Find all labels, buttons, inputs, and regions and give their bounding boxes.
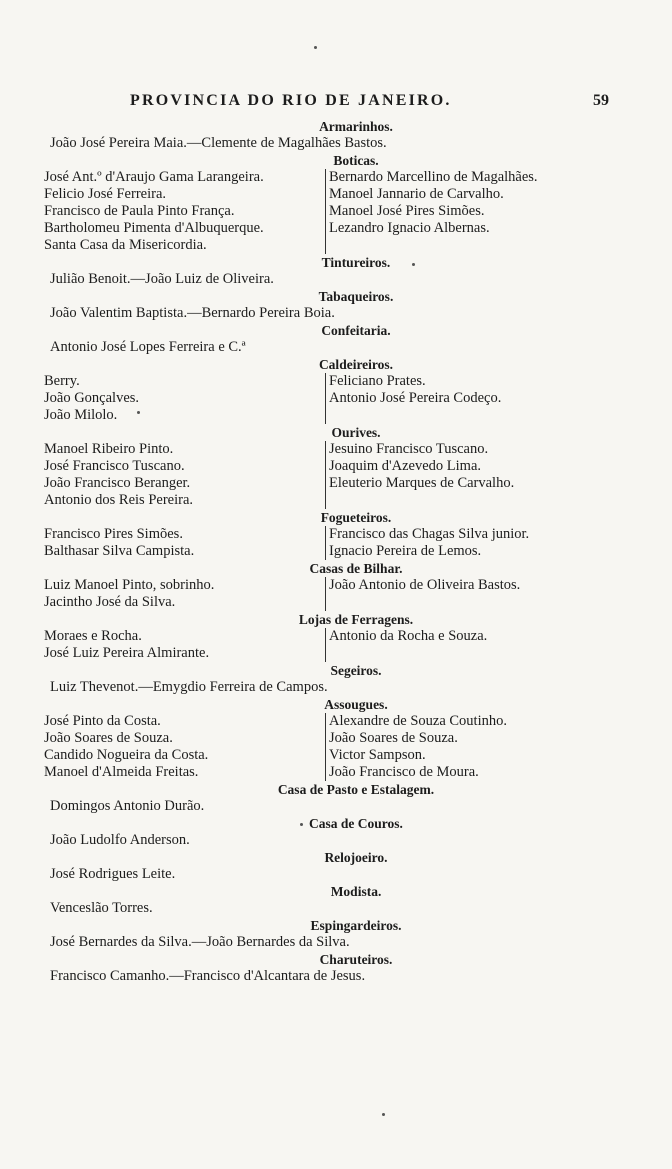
trade-section	[0, 356, 672, 424]
section-heading: Assougues.	[324, 697, 388, 712]
section-heading: Lojas de Ferragens.	[298, 612, 414, 627]
entry-name: João Francisco Beranger.	[44, 475, 191, 491]
right-column	[325, 577, 520, 611]
section-heading: Caldeireiros.	[318, 357, 394, 372]
entry-name: Manoel Jannario de Carvalho.	[329, 186, 504, 202]
entry-name: José Ant.º d'Araujo Gama Larangeira.	[44, 169, 264, 185]
trade-section	[0, 951, 672, 985]
section-heading: Charuteiros.	[319, 952, 393, 967]
entry-name: João Soares de Souza.	[329, 730, 458, 746]
entry-line: João José Pereira Maia.—Clemente de Magalhães Bastos.	[50, 135, 387, 151]
entry-name: Jacintho José da Silva.	[44, 594, 176, 610]
entry-name: Francisco das Chagas Silva junior.	[329, 526, 530, 542]
entry-name: Francisco Pires Simões.	[44, 526, 183, 542]
section-heading: Confeitaria.	[321, 323, 391, 338]
entry-name: Jesuino Francisco Tuscano.	[329, 441, 489, 457]
trade-section	[0, 118, 672, 152]
right-column	[325, 373, 501, 424]
entry-name: João Milolo.	[44, 407, 118, 423]
section-heading: Espingardeiros.	[310, 918, 402, 933]
right-column	[325, 713, 507, 781]
entry-name: José Luiz Pereira Almirante.	[44, 645, 210, 661]
entry-name: José Francisco Tuscano.	[44, 458, 185, 474]
trade-section	[0, 424, 672, 509]
page-number: 59	[593, 92, 609, 109]
entry-name: Antonio dos Reis Pereira.	[44, 492, 194, 508]
entry-name: Alexandre de Souza Coutinho.	[329, 713, 507, 729]
left-column	[44, 526, 194, 560]
trade-section	[0, 849, 672, 883]
left-column	[44, 577, 214, 611]
left-column	[44, 628, 209, 662]
entry-line: Domingos Antonio Durão.	[50, 798, 205, 814]
section-heading: Boticas.	[333, 153, 379, 168]
page-header	[0, 92, 672, 114]
entry-line: João Valentim Baptista.—Bernardo Pereira Boia.	[50, 305, 335, 321]
two-column-list	[0, 713, 672, 781]
entry-line: Julião Benoit.—João Luiz de Oliveira.	[50, 271, 274, 287]
section-heading: Tabaqueiros.	[318, 289, 394, 304]
entry-name: Bartholomeu Pimenta d'Albuquerque.	[44, 220, 264, 236]
section-heading: Relojoeiro.	[324, 850, 388, 865]
entry-name: João Antonio de Oliveira Bastos.	[329, 577, 521, 593]
left-column	[44, 441, 193, 509]
entry-line: José Rodrigues Leite.	[50, 866, 176, 882]
trade-section	[0, 611, 672, 662]
entry-line: José Bernardes da Silva.—João Bernardes da Silva.	[50, 934, 350, 950]
two-column-list	[0, 577, 672, 611]
section-heading: Fogueteiros.	[320, 510, 392, 525]
entry-name: Francisco de Paula Pinto França.	[44, 203, 235, 219]
two-column-list	[0, 373, 672, 424]
entry-name: Antonio José Pereira Codeço.	[329, 390, 502, 406]
entry-name: Felicio José Ferreira.	[44, 186, 167, 202]
entry-name: Manoel Ribeiro Pinto.	[44, 441, 174, 457]
entry-name: José Pinto da Costa.	[44, 713, 161, 729]
entry-name: Antonio da Rocha e Souza.	[329, 628, 488, 644]
entry-line: João Ludolfo Anderson.	[50, 832, 190, 848]
section-heading: Casas de Bilhar.	[309, 561, 403, 576]
entry-name: João Soares de Souza.	[44, 730, 173, 746]
two-column-list	[0, 441, 672, 509]
entry-name: Candido Nogueira da Costa.	[44, 747, 209, 763]
entry-name: João Francisco de Moura.	[329, 764, 479, 780]
section-heading: Armarinhos.	[319, 119, 393, 134]
section-heading: Segeiros.	[330, 663, 382, 678]
trade-section	[0, 696, 672, 781]
entry-name: Santa Casa da Misericordia.	[44, 237, 207, 253]
entry-name: João Gonçalves.	[44, 390, 140, 406]
trade-section	[0, 288, 672, 322]
entry-name: Victor Sampson.	[329, 747, 426, 763]
trade-section	[0, 152, 672, 254]
entry-name: Luiz Manoel Pinto, sobrinho.	[44, 577, 215, 593]
trade-section	[0, 662, 672, 696]
trade-section	[0, 815, 672, 849]
entry-name: Manoel d'Almeida Freitas.	[44, 764, 199, 780]
left-column	[44, 373, 139, 424]
entry-name: Balthasar Silva Campista.	[44, 543, 195, 559]
two-column-list	[0, 526, 672, 560]
trade-section	[0, 917, 672, 951]
trade-section	[0, 254, 672, 288]
entry-line: Antonio José Lopes Ferreira e C.ª	[50, 339, 246, 355]
entry-name: Berry.	[44, 373, 80, 389]
trade-section	[0, 560, 672, 611]
entry-name: Ignacio Pereira de Lemos.	[329, 543, 482, 559]
entry-name: Eleuterio Marques de Carvalho.	[329, 475, 515, 491]
entry-name: Joaquim d'Azevedo Lima.	[329, 458, 482, 474]
left-column	[44, 169, 264, 254]
running-title: PROVINCIA DO RIO DE JANEIRO.	[130, 92, 452, 109]
entry-name: Moraes e Rocha.	[44, 628, 142, 644]
entry-name: Lezandro Ignacio Albernas.	[329, 220, 490, 236]
trade-section	[0, 883, 672, 917]
section-heading: Casa de Couros.	[309, 816, 403, 831]
directory-listing	[0, 118, 672, 985]
entry-line: Francisco Camanho.—Francisco d'Alcantara de Jesus.	[50, 968, 366, 984]
section-heading: Ourives.	[331, 425, 381, 440]
entry-line: Luiz Thevenot.—Emygdio Ferreira de Campos.	[50, 679, 328, 695]
entry-name: Bernardo Marcellino de Magalhães.	[329, 169, 538, 185]
ink-speck	[382, 1113, 385, 1116]
left-column	[44, 713, 208, 781]
two-column-list	[0, 169, 672, 254]
right-column	[325, 441, 514, 509]
trade-section	[0, 781, 672, 815]
entry-line: Venceslão Torres.	[50, 900, 153, 916]
entry-name: Feliciano Prates.	[329, 373, 426, 389]
right-column	[325, 526, 529, 560]
section-heading: Tintureiros.	[321, 255, 391, 270]
entry-name: Manoel José Pires Simões.	[329, 203, 485, 219]
two-column-list	[0, 628, 672, 662]
trade-section	[0, 509, 672, 560]
section-heading: Casa de Pasto e Estalagem.	[277, 782, 435, 797]
right-column	[325, 169, 538, 254]
trade-section	[0, 322, 672, 356]
ink-speck	[314, 46, 317, 49]
section-heading: Modista.	[330, 884, 382, 899]
right-column	[325, 628, 487, 662]
